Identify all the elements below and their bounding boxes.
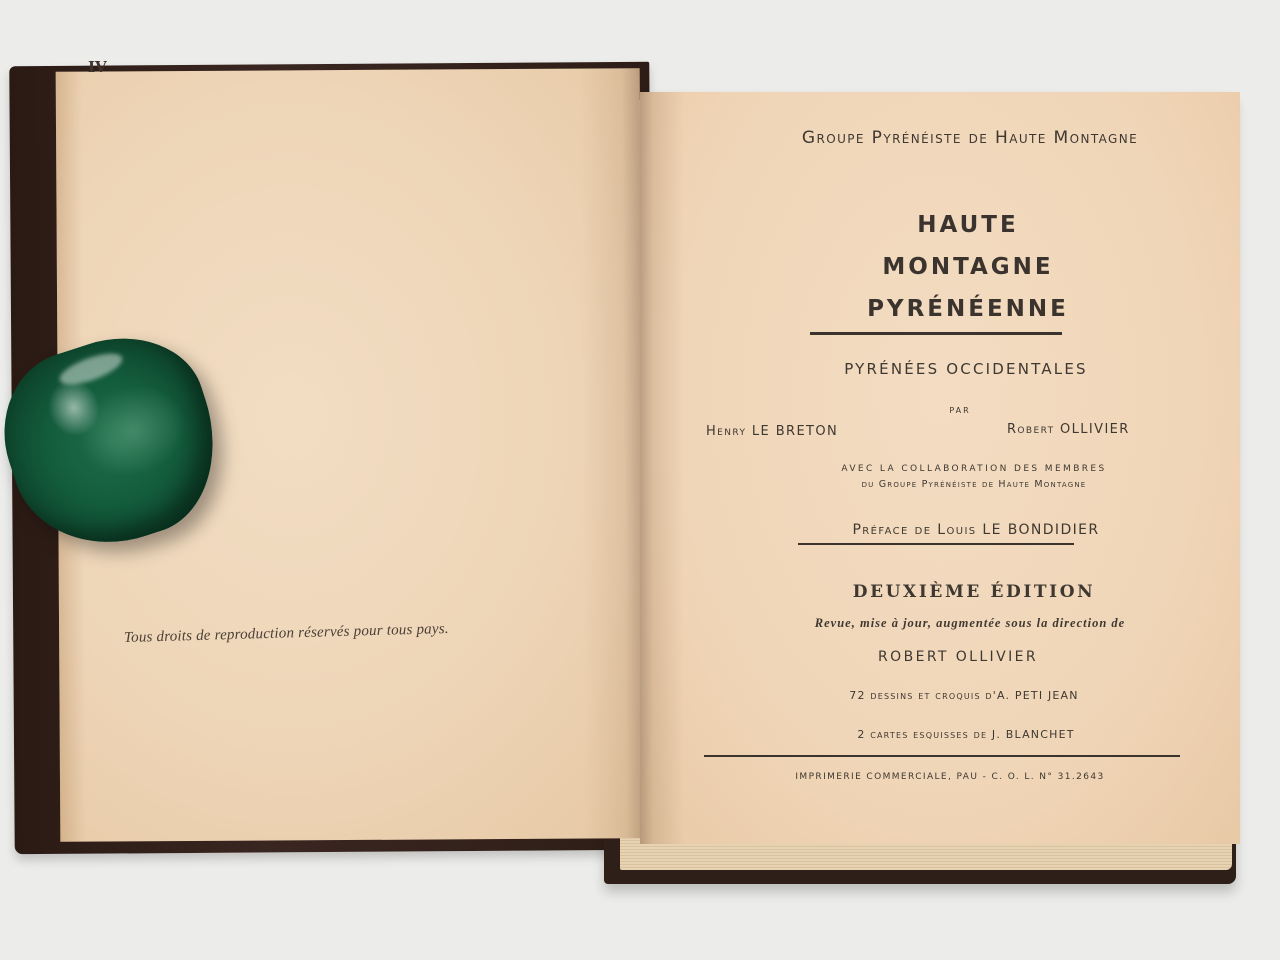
author-2: Robert OLLIVIER — [1007, 422, 1130, 437]
title-line-3: PYRÉNÉENNE — [867, 296, 1069, 322]
page-number: IV — [88, 58, 107, 76]
printer-imprint: IMPRIMERIE COMMERCIALE, PAU - C. O. L. N° 31.2643 — [795, 772, 1105, 782]
left-page-gutter — [580, 68, 645, 838]
title-page — [640, 92, 1240, 844]
title-line-1: HAUTE — [917, 212, 1019, 238]
maps-credit: 2 cartes esquisses de J. BLANCHET — [857, 728, 1075, 741]
rights-notice: Tous droits de reproduction réservés pour tous pays. — [123, 620, 449, 646]
collaboration-line-1: AVEC LA COLLABORATION DES MEMBRES — [841, 464, 1107, 474]
publisher-group: Groupe Pyrénéiste de Haute Montagne — [801, 128, 1139, 148]
director-name: ROBERT OLLIVIER — [878, 649, 1038, 665]
preface-credit: Préface de Louis LE BONDIDIER — [852, 522, 1100, 538]
subtitle: PYRÉNÉES OCCIDENTALES — [844, 360, 1088, 378]
edition: DEUXIÈME ÉDITION — [852, 582, 1096, 602]
preface-underline — [798, 543, 1074, 545]
by-label: PAR — [949, 406, 971, 415]
drawings-credit: 72 dessins et croquis d'A. PETI JEAN — [849, 689, 1079, 702]
revision-note: Revue, mise à jour, augmentée sous la direction de — [814, 616, 1126, 630]
author-1: Henry LE BRETON — [706, 424, 839, 439]
collaboration-line-2: du Groupe Pyrénéiste de Haute Montagne — [861, 479, 1087, 490]
title-line-2: MONTAGNE — [882, 254, 1054, 280]
title-underline — [810, 332, 1062, 335]
bottom-rule — [704, 755, 1180, 757]
